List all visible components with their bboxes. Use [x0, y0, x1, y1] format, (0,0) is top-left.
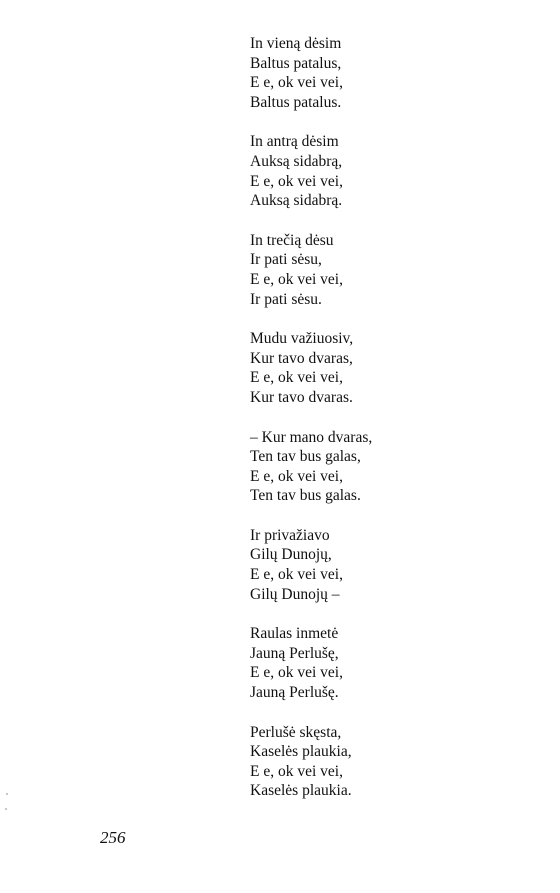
- poem-line: E e, ok vei vei,: [250, 566, 343, 584]
- poem-line: Kaselės plaukia.: [250, 782, 352, 800]
- poem-line: E e, ok vei vei,: [250, 369, 343, 387]
- poem-line: In trečią dėsu: [250, 231, 334, 249]
- poem-line: E e, ok vei vei,: [250, 467, 343, 485]
- poem-line: In antrą dėsim: [250, 133, 339, 151]
- poem-line: E e, ok vei vei,: [250, 664, 343, 682]
- poem-line: Mudu važiuosiv,: [250, 330, 354, 348]
- poem-line: Ir pati sėsu.: [250, 290, 322, 308]
- poem-line: In vieną dėsim: [250, 35, 342, 52]
- poem-line: Perlušė skęsta,: [250, 723, 342, 741]
- poem-body: [250, 34, 540, 821]
- scan-speck: [5, 808, 7, 810]
- stanza-4: [250, 329, 540, 407]
- poem-line: E e, ok vei vei,: [250, 172, 343, 190]
- poem-line: Kaselės plaukia,: [250, 743, 352, 761]
- poem-line: Jauną Perlušę,: [250, 644, 339, 662]
- poem-line: Raulas inmetė: [250, 625, 339, 643]
- poem-line: Kur tavo dvaras,: [250, 349, 353, 367]
- poem-line: Auksą sidabrą,: [250, 152, 343, 170]
- poem-line: Gilų Dunojų,: [250, 546, 332, 564]
- stanza-6: [250, 526, 540, 604]
- poem-line: Ir privažiavo: [250, 526, 330, 544]
- poem-line: Jauną Perlušę.: [250, 684, 339, 702]
- poem-line: Ten tav bus galas,: [250, 448, 361, 466]
- poem-line: E e, ok vei vei,: [250, 270, 343, 288]
- poem-line: Ten tav bus galas.: [250, 487, 361, 505]
- poem-line: – Kur mano dvaras,: [250, 428, 373, 446]
- scan-speck: [6, 793, 8, 795]
- poem-line: E e, ok vei vei,: [250, 762, 343, 780]
- stanza-2: [250, 132, 540, 210]
- page-number: 256: [100, 828, 126, 847]
- poem-line: Kur tavo dvaras.: [250, 388, 353, 406]
- poem-line: Baltus patalus.: [250, 93, 342, 111]
- poem-line: Gilų Dunojų –: [250, 585, 340, 603]
- poem-line: Ir pati sėsu,: [250, 251, 322, 269]
- stanza-3: [250, 231, 540, 309]
- stanza-1: [250, 34, 540, 112]
- stanza-5: [250, 428, 540, 506]
- poem-line: E e, ok vei vei,: [250, 74, 343, 92]
- poem-line: Auksą sidabrą.: [250, 192, 343, 210]
- stanza-8: [250, 723, 540, 801]
- poem-line: Baltus patalus,: [250, 54, 342, 72]
- stanza-7: [250, 624, 540, 702]
